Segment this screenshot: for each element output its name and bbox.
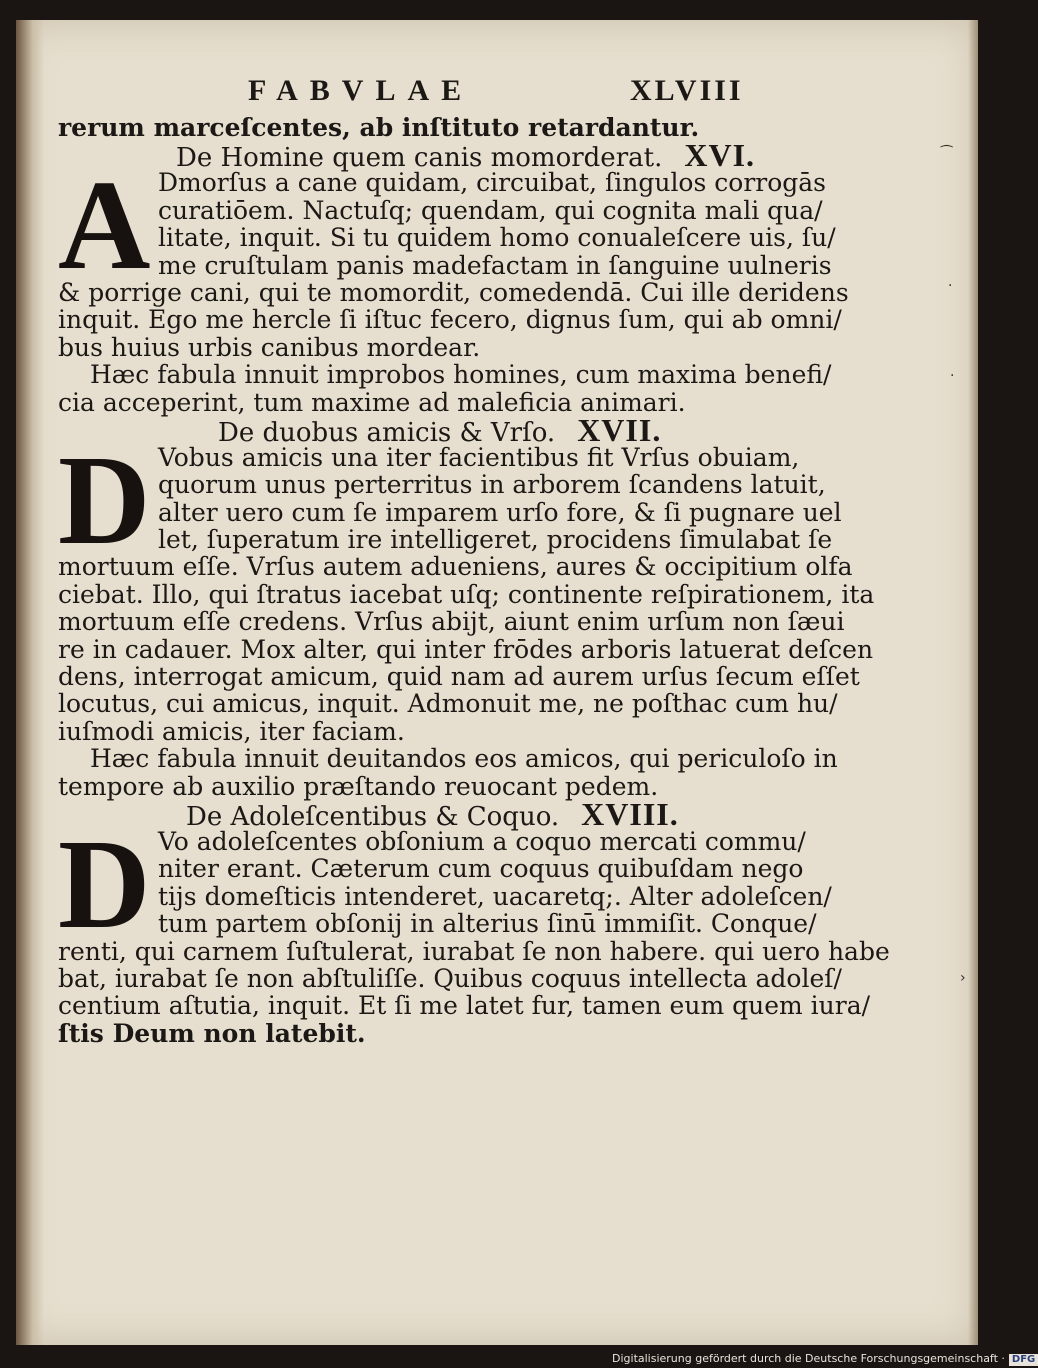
text-line: quorum unus perterritus in arborem ſcandens latuit, — [158, 470, 826, 500]
fable-title — [58, 137, 818, 174]
text-line: centium aſtutia, inquit. Et ſi me latet fur, tamen eum quem iura/ — [58, 991, 871, 1021]
moral-line: cia acceperint, tum maxime ad maleficia animari. — [58, 387, 686, 417]
decorated-initial: D — [58, 428, 151, 571]
text-line: inquit. Ego me hercle ſi iſtuc fecero, dignus ſum, qui ab omni/ — [58, 305, 842, 335]
margin-mark: › — [960, 970, 966, 986]
fable-title — [58, 411, 818, 448]
margin-mark: · — [948, 278, 953, 294]
fable-number: XVIII. — [581, 795, 679, 832]
continuation-line: rerum marceſcentes, ab inſtituto retardantur. — [58, 113, 700, 142]
text-line: tijs domeſticis intenderet, uacaretq;. Alter adoleſcen/ — [158, 881, 832, 911]
text-line: & porrige cani, qui te momordit, comedendā. Cui ille deridens — [58, 277, 849, 307]
text-line: ciebat. Illo, qui ſtratus iacebat uſq; continente reſpirationem, ita — [58, 579, 875, 609]
page-edge-shadow — [968, 20, 978, 1345]
margin-mark: ⁀ — [941, 146, 953, 162]
text-line: tum partem obſonij in alterius ſinū immiſit. Conque/ — [158, 909, 817, 939]
text-line: litate, inquit. Si tu quidem homo conualeſcere uis, ſu/ — [158, 223, 836, 253]
text-line: ſtis Deum non latebit. — [58, 1018, 366, 1048]
page-gutter-shadow — [16, 20, 44, 1345]
decorated-initial: A — [58, 154, 151, 297]
moral-line: tempore ab auxilio præſtando reuocant pedem. — [58, 771, 659, 801]
fable-title-text: De duobus amicis & Vrſo. — [218, 417, 556, 448]
moral-line: Hæc fabula innuit deuitandos eos amicos, qui periculoſo in — [90, 744, 838, 774]
page-header — [58, 70, 818, 114]
digitization-credit — [612, 1352, 1038, 1366]
running-title: FABVLAE — [248, 74, 474, 107]
fable-number: XVI. — [684, 137, 756, 174]
text-line: bus huius urbis canibus mordear. — [58, 332, 481, 362]
text-line: mortuum eſſe credens. Vrſus abijt, aiunt enim urſum non ſæui — [58, 607, 845, 637]
text-line: dens, interrogat amicum, quid nam ad aurem urſus ſecum eſſet — [58, 662, 860, 692]
text-line: Vo adoleſcentes obſonium a coquo mercati commu/ — [158, 826, 806, 856]
margin-mark: · — [950, 368, 955, 384]
text-line: renti, qui carnem ſuſtulerat, iurabat ſe non habere. qui uero habe — [58, 936, 890, 966]
moral-line: Hæc fabula innuit improbos homines, cum maxima benefi/ — [90, 360, 832, 390]
text-line: niter erant. Cæterum cum coquus quibuſdam nego — [158, 854, 804, 884]
text-line: Dmorſus a cane quidam, circuibat, ſingulos corrogās — [158, 168, 827, 198]
fable-title-text: De Adoleſcentibus & Coquo. — [186, 801, 560, 832]
text-line: re in cadauer. Mox alter, qui inter frōdes arboris latuerat deſcen — [58, 634, 874, 664]
fable-title — [58, 795, 818, 832]
fable-number: XVII. — [577, 411, 662, 448]
dfg-logo: DFG — [1009, 1354, 1038, 1366]
text-line: bat, iurabat ſe non abſtuliſſe. Quibus coquus intellecta adoleſ/ — [58, 963, 842, 993]
text-line: mortuum eſſe. Vrſus autem adueniens, aures & occipitium olfa — [58, 552, 853, 582]
credit-text: Digitalisierung gefördert durch die Deutsche Forschungsgemeinschaft · — [612, 1352, 1005, 1365]
text-line: let, ſuperatum ire intelligeret, procidens ſimulabat ſe — [158, 525, 833, 555]
text-line: locutus, cui amicus, inquit. Admonuit me, ne poſthac cum hu/ — [58, 689, 838, 719]
text-line: me cruſtulam panis madefactam in ſanguine uulneris — [158, 250, 832, 280]
text-line: curatiōem. Nactuſq; quendam, qui cognita mali qua/ — [158, 195, 823, 225]
text-line: iuſmodi amicis, iter faciam. — [58, 716, 405, 746]
folio-number: XLVIII — [630, 74, 744, 107]
text-line: Vobus amicis una iter facientibus fit Vrſus obuiam, — [158, 442, 800, 472]
text-line: alter uero cum ſe imparem urſo fore, & ſi pugnare uel — [158, 497, 842, 527]
fable-title-text: De Homine quem canis momorderat. — [176, 143, 663, 174]
text-block — [58, 70, 890, 1048]
decorated-initial: D — [58, 812, 151, 955]
book-page — [16, 20, 978, 1345]
